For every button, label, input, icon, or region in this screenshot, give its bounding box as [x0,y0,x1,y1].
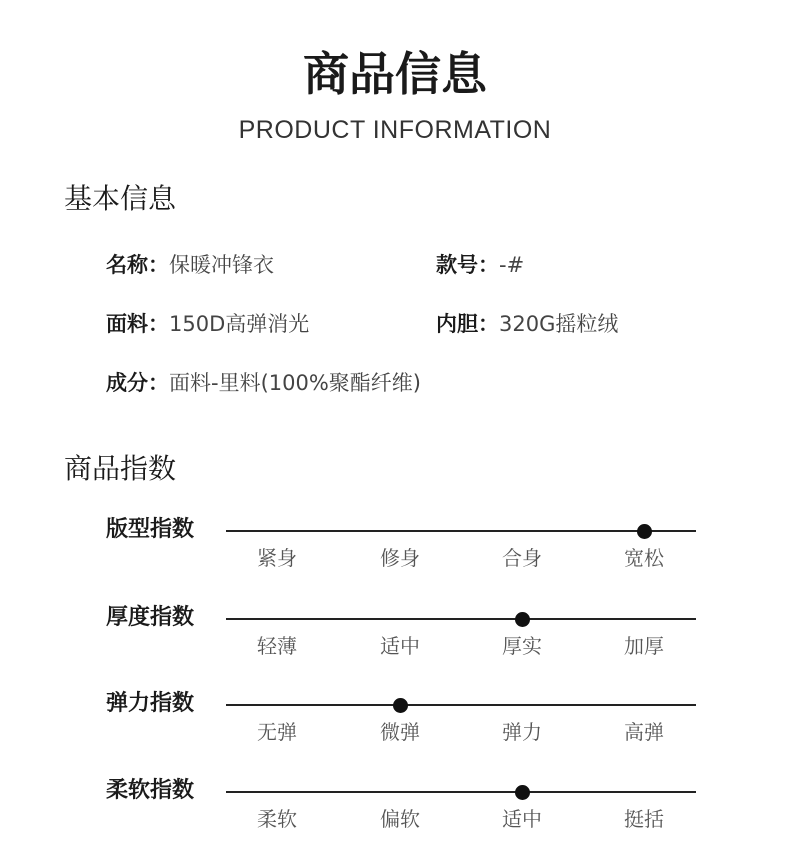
index-row-thickness [0,603,790,673]
scale-line [226,704,696,706]
index-label: 柔软指数 [106,778,195,803]
scale-option: 厚实 [502,634,542,658]
scale-option: 柔软 [257,807,297,831]
scale-option: 偏软 [380,807,420,831]
info-value: 面料-里料(100%聚酯纤维) [169,371,421,395]
info-value: 320G摇粒绒 [499,312,619,336]
index-label: 版型指数 [106,517,195,542]
info-field-name [106,250,274,280]
scale-option: 无弹 [257,720,297,744]
scale-option: 合身 [502,546,542,570]
index-row-softness [0,776,790,846]
info-value: 保暖冲锋衣 [169,253,274,277]
scale-option: 适中 [502,807,542,831]
scale-option: 高弹 [624,720,664,744]
info-field-style-number [436,250,524,280]
scale-option: 弹力 [502,720,542,744]
scale-option: 修身 [380,546,420,570]
scale-option: 轻薄 [257,634,297,658]
scale-line [226,791,696,793]
info-field-lining [436,309,618,339]
info-label: 成分： [106,371,169,395]
index-row-fit [0,515,790,585]
scale-marker-dot [515,612,530,627]
scale-option: 适中 [380,634,420,658]
scale-line [226,530,696,532]
index-row-elasticity [0,689,790,759]
scale-marker-dot [637,524,652,539]
scale-option: 挺括 [624,807,664,831]
scale-option: 微弹 [380,720,420,744]
info-label: 款号： [436,253,499,277]
scale-option: 宽松 [624,546,664,570]
scale-option: 加厚 [624,634,664,658]
product-index-heading: 商品指数 [64,452,177,485]
index-label: 厚度指数 [106,605,195,630]
page-title-en: PRODUCT INFORMATION [238,116,552,144]
scale-marker-dot [515,785,530,800]
info-field-fabric [106,309,309,339]
info-value: -# [499,253,525,277]
index-label: 弹力指数 [106,691,195,716]
page-title-cn: 商品信息 [303,47,487,101]
info-value: 150D高弹消光 [169,312,310,336]
info-label: 内胆： [436,312,499,336]
basic-info-heading: 基本信息 [64,182,177,215]
scale-line [226,618,696,620]
scale-option: 紧身 [257,546,297,570]
scale-marker-dot [393,698,408,713]
info-label: 面料： [106,312,169,336]
info-field-composition [106,368,421,398]
info-label: 名称： [106,253,169,277]
